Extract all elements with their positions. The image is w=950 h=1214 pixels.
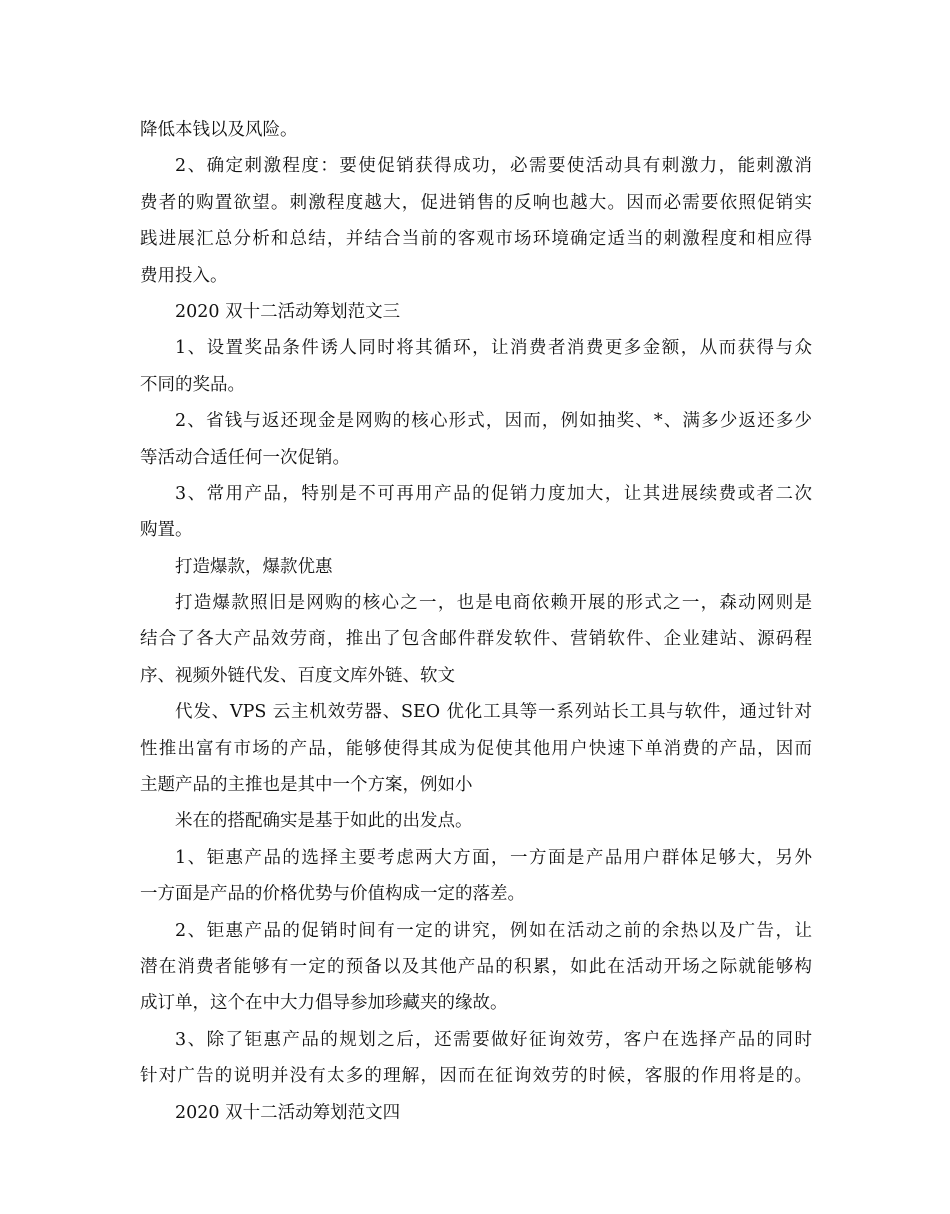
text-line: 序、视频外链代发、百度文库外链、软文	[140, 665, 455, 686]
text-line: 不同的奖品。	[140, 374, 245, 395]
text-line: 潜在消费者能够有一定的预备以及其他产品的积累，如此在活动开场之际就能够构	[140, 956, 812, 977]
text-line: 降低本钱以及风险。	[140, 120, 298, 140]
text-line: 针对广告的说明并没有太多的理解，因而在征询效劳的时候，客服的作用将是的。	[140, 1066, 812, 1087]
text-line: 等活动合适任何一次促销。	[140, 447, 350, 468]
paragraph-first-line: 米在的搭配确实是基于如此的出发点。	[175, 811, 473, 832]
paragraph-first-line: 代发、VPS 云主机效劳器、SEO 优化工具等一系列站长工具与软件，通过针对	[175, 702, 812, 723]
paragraph-first-line: 1、钜惠产品的选择主要考虑两大方面，一方面是产品用户群体足够大，另外	[175, 847, 812, 868]
text-line: 成订单，这个在中大力倡导参加珍藏夹的缘故。	[140, 993, 508, 1014]
subheading: 打造爆款，爆款优惠	[175, 556, 333, 577]
text-line: 费用投入。	[140, 265, 228, 286]
text-line: 费者的购置欲望。刺激程度越大，促进销售的反响也越大。因而必需要依照促销实	[140, 192, 812, 213]
text-line: 主题产品的主推也是其中一个方案，例如小	[140, 775, 473, 796]
paragraph-first-line: 2、确定刺激程度：要使促销获得成功，必需要使活动具有刺激力，能刺激消	[175, 156, 812, 177]
section-heading: 2020 双十二活动筹划范文四	[175, 1102, 401, 1123]
text-line: 践进展汇总分析和总结，并结合当前的客观市场环境确定适当的刺激程度和相应得	[140, 229, 812, 250]
paragraph-first-line: 打造爆款照旧是网购的核心之一，也是电商依赖开展的形式之一，森动网则是	[175, 593, 812, 614]
text-line: 一方面是产品的价格优势与价值构成一定的落差。	[140, 884, 525, 905]
paragraph-first-line: 2、省钱与返还现金是网购的核心形式，因而，例如抽奖、*、满多少返还多少	[175, 411, 812, 432]
text-line: 结合了各大产品效劳商，推出了包含邮件群发软件、营销软件、企业建站、源码程	[140, 629, 812, 650]
section-heading: 2020 双十二活动筹划范文三	[175, 301, 401, 322]
paragraph-first-line: 1、设置奖品条件诱人同时将其循环，让消费者消费更多金额，从而获得与众	[175, 338, 812, 359]
text-line: 性推出富有市场的产品，能够使得其成为促使其他用户快速下单消费的产品，因而	[140, 738, 812, 759]
paragraph-first-line: 3、除了钜惠产品的规划之后，还需要做好征询效劳，客户在选择产品的同时	[175, 1029, 812, 1050]
paragraph-first-line: 2、钜惠产品的促销时间有一定的讲究，例如在活动之前的余热以及广告，让	[175, 920, 812, 941]
paragraph-first-line: 3、常用产品，特别是不可再用产品的促销力度加大，让其进展续费或者二次	[175, 483, 812, 504]
document-page	[140, 112, 812, 1131]
text-line: 购置。	[140, 520, 193, 541]
